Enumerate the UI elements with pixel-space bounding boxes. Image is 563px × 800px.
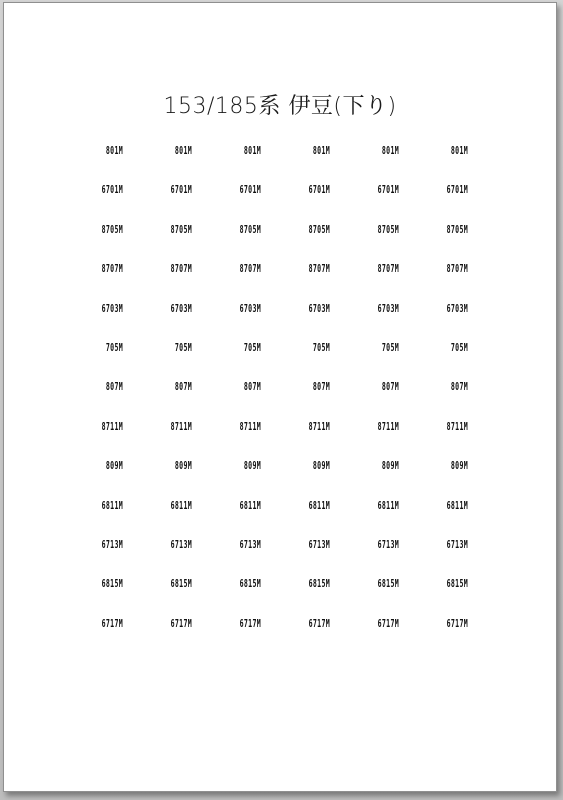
- train-number-label: 6713M: [377, 538, 399, 551]
- train-number-label: 6815M: [377, 577, 399, 591]
- train-number-label: 809M: [312, 459, 330, 473]
- train-number-label: 6703M: [308, 301, 330, 315]
- train-number-label: 8707M: [446, 262, 468, 276]
- train-number-label: 809M: [105, 459, 123, 473]
- train-number-grid: [4, 3, 556, 791]
- train-number-label: 705M: [381, 341, 399, 354]
- train-number-label: 8711M: [377, 419, 399, 433]
- train-number-label: 6713M: [170, 538, 192, 551]
- train-number-label: 6815M: [239, 577, 261, 591]
- train-number-label: 807M: [105, 380, 123, 394]
- train-number-label: 705M: [243, 341, 261, 354]
- train-number-label: 8707M: [239, 262, 261, 276]
- train-number-label: 705M: [174, 341, 192, 354]
- page-title: 153/185系 伊豆(下り): [163, 94, 397, 119]
- train-number-label: 6703M: [446, 301, 468, 315]
- train-number-label: 8711M: [239, 419, 261, 433]
- train-number-label: 807M: [243, 380, 261, 394]
- train-number-label: 801M: [174, 144, 192, 157]
- train-number-label: 705M: [450, 341, 468, 354]
- train-number-label: 8711M: [446, 419, 468, 433]
- train-number-label: 6703M: [170, 301, 192, 315]
- train-number-label: 6811M: [446, 498, 468, 512]
- train-number-label: 8705M: [170, 222, 192, 236]
- train-number-label: 6701M: [239, 183, 261, 197]
- train-number-label: 6717M: [377, 616, 399, 630]
- train-number-label: 6815M: [446, 577, 468, 591]
- train-number-label: 807M: [381, 380, 399, 394]
- train-number-label: 8705M: [101, 222, 123, 236]
- train-number-label: 801M: [312, 144, 330, 157]
- train-number-label: 705M: [312, 341, 330, 354]
- document-page: [3, 2, 557, 792]
- train-number-label: 6713M: [446, 538, 468, 551]
- train-number-label: 6811M: [239, 498, 261, 512]
- train-number-label: 6701M: [101, 183, 123, 197]
- train-number-label: 6717M: [446, 616, 468, 630]
- train-number-label: 6717M: [170, 616, 192, 630]
- train-number-label: 807M: [312, 380, 330, 394]
- train-number-label: 8707M: [170, 262, 192, 276]
- train-number-label: 6703M: [239, 301, 261, 315]
- train-number-label: 6713M: [239, 538, 261, 551]
- train-number-label: 705M: [105, 341, 123, 354]
- train-number-label: 8711M: [308, 419, 330, 433]
- train-number-label: 807M: [450, 380, 468, 394]
- train-number-label: 809M: [450, 459, 468, 473]
- train-number-label: 6717M: [239, 616, 261, 630]
- train-number-label: 8711M: [101, 419, 123, 433]
- train-number-label: 6701M: [377, 183, 399, 197]
- train-number-label: 6811M: [170, 498, 192, 512]
- train-number-label: 6713M: [308, 538, 330, 551]
- train-number-label: 6811M: [377, 498, 399, 512]
- train-number-label: 6701M: [308, 183, 330, 197]
- train-number-label: 801M: [243, 144, 261, 157]
- train-number-label: 6701M: [170, 183, 192, 197]
- train-number-label: 801M: [381, 144, 399, 157]
- train-number-label: 8705M: [377, 222, 399, 236]
- train-number-label: 6811M: [101, 498, 123, 512]
- train-number-label: 809M: [243, 459, 261, 473]
- train-number-label: 6713M: [101, 538, 123, 551]
- train-number-label: 6701M: [446, 183, 468, 197]
- train-number-label: 801M: [450, 144, 468, 157]
- train-number-label: 8707M: [101, 262, 123, 276]
- train-number-label: 8705M: [308, 222, 330, 236]
- train-number-label: 809M: [381, 459, 399, 473]
- train-number-label: 807M: [174, 380, 192, 394]
- train-number-label: 6717M: [101, 616, 123, 630]
- train-number-label: 6815M: [308, 577, 330, 591]
- train-number-label: 6815M: [170, 577, 192, 591]
- train-number-label: 8705M: [446, 222, 468, 236]
- train-number-label: 809M: [174, 459, 192, 473]
- train-number-label: 8707M: [308, 262, 330, 276]
- train-number-label: 8707M: [377, 262, 399, 276]
- train-number-label: 6717M: [308, 616, 330, 630]
- train-number-label: 6815M: [101, 577, 123, 591]
- train-number-label: 6703M: [101, 301, 123, 315]
- train-number-label: 6811M: [308, 498, 330, 512]
- train-number-label: 801M: [105, 144, 123, 157]
- train-number-label: 6703M: [377, 301, 399, 315]
- train-number-label: 8711M: [170, 419, 192, 433]
- train-number-label: 8705M: [239, 222, 261, 236]
